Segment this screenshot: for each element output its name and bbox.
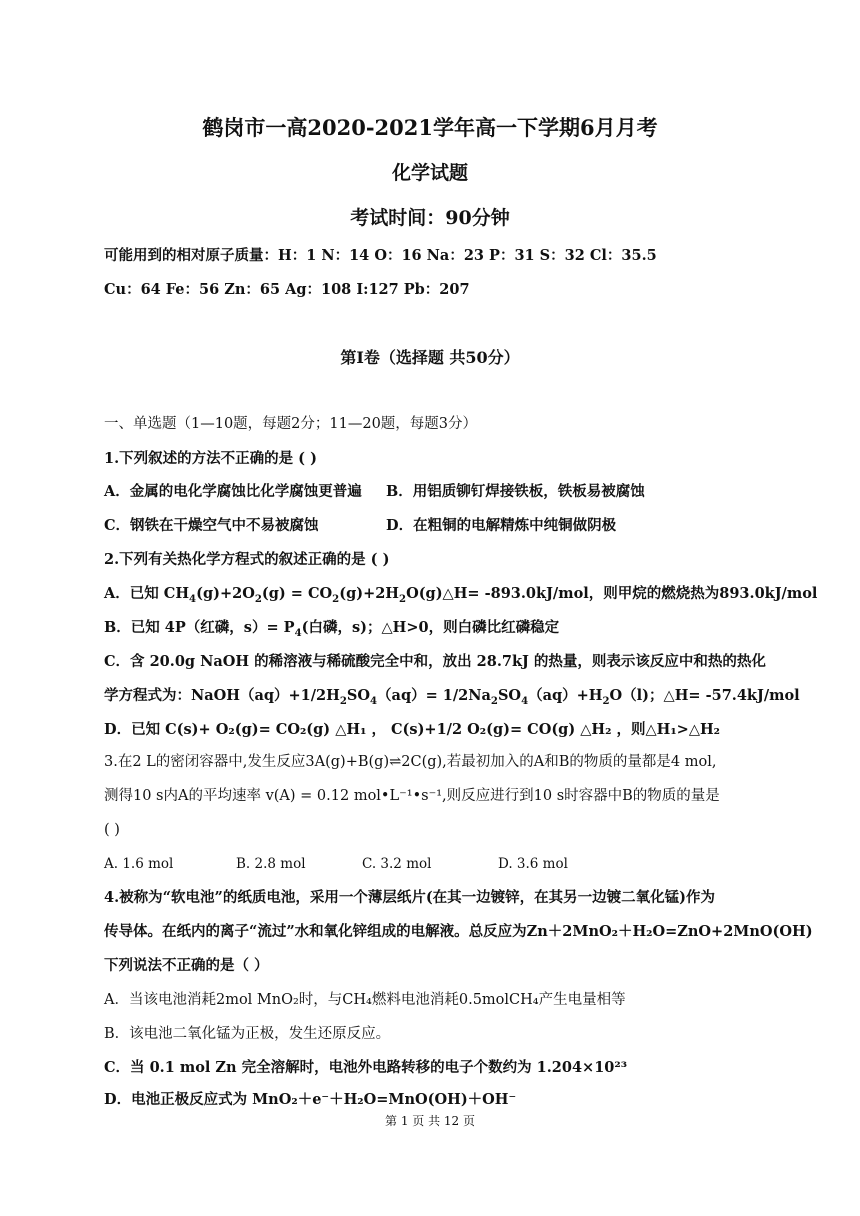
- q4-line-3: 下列说法不正确的是（ ）: [104, 957, 269, 974]
- q3-line-1: 3.在2 L的密闭容器中,发生反应3A(g)+B(g)⇌2C(g),若最初加入的A和B的物质的量都是4 mol,: [104, 754, 717, 770]
- exam-time: 考试时间：90分钟: [350, 207, 510, 229]
- q1-option-row-1: [104, 482, 645, 502]
- q4-line-1: 4.被称为“软电池”的纸质电池，采用一个薄层纸片(在其一边镀锌，在其另一边镀二氧化锰)作为: [104, 889, 716, 906]
- q1-option-d: D．在粗铜的电解精炼中纯铜做阴极: [386, 517, 617, 534]
- q3-options: [104, 854, 568, 874]
- q2-stem: 2.下列有关热化学方程式的叙述正确的是 ( ): [104, 551, 390, 568]
- q4-option-a: A．当该电池消耗2mol MnO₂时，与CH₄燃料电池消耗0.5molCH₄产生电量相等: [104, 992, 626, 1008]
- q3-option-b: B. 2.8 mol: [236, 856, 306, 872]
- q3-option-d: D. 3.6 mol: [498, 856, 568, 872]
- q4-option-d: D．电池正极反应式为 MnO₂＋e⁻＋H₂O=MnO(OH)＋OH⁻: [104, 1091, 517, 1108]
- q1-option-c: C．钢铁在干燥空气中不易被腐蚀: [104, 517, 319, 534]
- q1-option-a: A．金属的电化学腐蚀比化学腐蚀更普遍: [104, 483, 362, 500]
- atomic-mass-line-1: 可能用到的相对原子质量：H：1 N：14 O：16 Na：23 P：31 S：32 Cl：35.5: [104, 247, 657, 264]
- q2-option-d: D．已知 C(s)+ O₂(g)= CO₂(g) △H₁ ， C(s)+1/2 O₂(g)= CO(g) △H₂ ，则△H₁>△H₂: [104, 721, 721, 738]
- q3-option-c: C. 3.2 mol: [362, 856, 432, 872]
- section-title: 第I卷（选择题 共50分）: [340, 348, 520, 367]
- q1-stem: 1.下列叙述的方法不正确的是 ( ): [104, 450, 317, 467]
- q4-option-b: B．该电池二氧化锰为正极，发生还原反应。: [104, 1026, 391, 1042]
- page-footer: 第 1 页 共 12 页: [385, 1114, 475, 1128]
- q1-option-row-2: [104, 516, 616, 536]
- q3-line-2: 测得10 s内A的平均速率 v(A) = 0.12 mol•L⁻¹•s⁻¹,则反应进行到10 s时容器中B的物质的量是: [104, 788, 720, 804]
- q3-option-a: A. 1.6 mol: [104, 856, 174, 872]
- exam-title: 鹤岗市一高2020-2021学年高一下学期6月月考: [202, 115, 658, 140]
- q2-option-c-line-1: C．含 20.0g NaOH 的稀溶液与稀硫酸完全中和，放出 28.7kJ 的热量，则表示该反应中和热的热化: [104, 653, 766, 670]
- q2-option-a: A．已知 $CH_4(g)+2O_2(g)$ = $CO_2(g)+2H_2O(g)\triangle H= -893.0kJ/mol$，则甲烷的燃烧热为893.0kJ/mol: [104, 585, 818, 605]
- q1-option-b: B．用铝质铆钉焊接铁板，铁板易被腐蚀: [386, 483, 645, 500]
- q2-option-b: B．已知 4P（红磷，$s)= P_4$(白磷，s)；△H>0，则白磷比红磷稳定: [104, 619, 560, 639]
- q3-line-3: ( ): [104, 822, 120, 838]
- atomic-mass-line-2: Cu：64 Fe：56 Zn：65 Ag：108 I:127 Pb：207: [104, 281, 470, 298]
- part-heading: 一、单选题（1—10题，每题2分；11—20题，每题3分）: [104, 416, 478, 432]
- q4-option-c: C．当 0.1 mol Zn 完全溶解时，电池外电路转移的电子个数约为 1.204×10²³: [104, 1059, 628, 1076]
- q4-line-2: 传导体。在纸内的离子“流过”水和氧化锌组成的电解液。总反应为Zn＋2MnO₂＋H₂O=ZnO+2MnO(OH): [104, 923, 813, 940]
- exam-subtitle: 化学试题: [391, 162, 468, 184]
- q2-option-c-line-2: 学方程式为：$NaOH(aq)+1/2H_2SO_4(aq)= 1/2Na_2SO_4(aq)+H_2O(l)$；△H= -57.4kJ/mol: [104, 687, 800, 707]
